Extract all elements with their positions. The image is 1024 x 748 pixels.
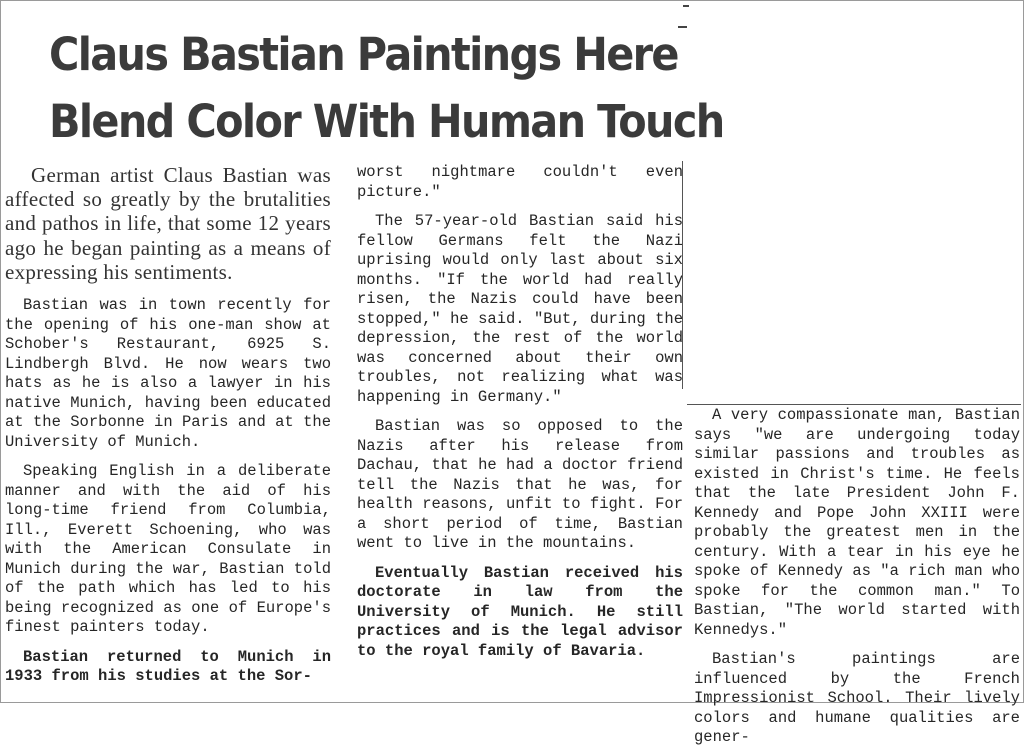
print-speck (683, 5, 689, 7)
headline-line-2: Blend Color With Human Touch (49, 95, 724, 148)
article-column-3 (694, 406, 1020, 746)
body-paragraph: Eventually Bastian received his doctorate in law from the University of Munich. He still practices and is the legal advisor to the royal family of Bavaria. (357, 563, 683, 660)
body-paragraph: Bastian returned to Munich in 1933 from his studies at the Sor- (5, 647, 331, 686)
body-paragraph: Bastian was in town recently for the opening of his one-man show at Schober's Restaurant, 6925 S. Lindbergh Blvd. He now wears two hats as he is also a lawyer in his native Munich, having been educated at the Sorbonne in Paris and at the University of Munich. (5, 296, 331, 451)
body-paragraph: worst nightmare couldn't even picture." (357, 163, 683, 201)
body-paragraph: Bastian was so opposed to the Nazis after his release from Dachau, that he had a doctor friend tell the Nazis that he was, for health reasons, unfit to fight. For a short period of time, Bastian went to live in the mountains. (357, 417, 683, 552)
body-paragraph: The 57-year-old Bastian said his fellow Germans felt the Nazi uprising would only last about six months. "If the world had really risen, the Nazis could have been stopped," he said. "But, during the depression, the rest of the world was concerned about their own troubles, not realizing what was happening in Germany." (357, 212, 683, 406)
lead-paragraph: German artist Claus Bastian was affected so greatly by the brutalities and pathos in life, that some 12 years ago he began painting as a means of expressing his sentiments. (5, 163, 331, 284)
body-paragraph: Bastian's paintings are influenced by the French Impressionist School. Their lively colors and humane qualities are gener- (694, 650, 1020, 746)
column-divider (682, 161, 683, 389)
headline-line-1: Claus Bastian Paintings Here (49, 28, 678, 81)
headline (49, 21, 724, 155)
article-column-2 (357, 163, 683, 702)
body-paragraph: Speaking English in a deliberate manner and with the aid of his long-time friend from Columbia, Ill., Everett Schoening, who was with the American Consulate in Munich during the war, Bastian told of the path which has led to his being recognized as one of Europe's finest painters today. (5, 462, 331, 637)
print-speck (678, 26, 687, 28)
section-divider (687, 404, 1021, 405)
body-paragraph: A very compassionate man, Bastian says "we are undergoing today similar passions and troubles as existed in Christ's time. He feels that the late President John F. Kennedy and Pope John XXIII were probably the greatest men in the century. With a tear in his eye he spoke of Kennedy as "a rich man who spoke for the common man." To Bastian, "The world started with Kennedys." (694, 406, 1020, 639)
article-column-1 (5, 163, 331, 702)
